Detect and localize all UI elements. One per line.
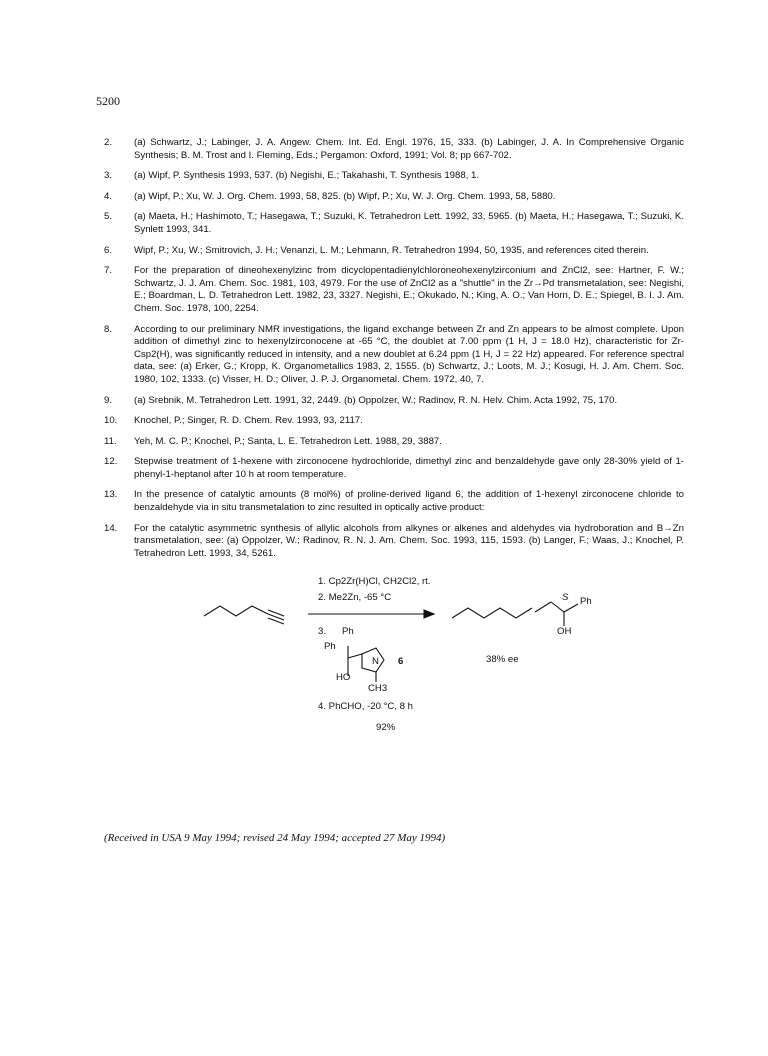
reference-text: Wipf, P.; Xu, W.; Smitrovich, J. H.; Venanzi, L. M.; Lehmann, R. Tetrahedron 1994, 50, 1935, and references cited therein. xyxy=(134,244,649,256)
ligand-phenyl-left: Ph xyxy=(324,641,336,653)
ligand-phenyl-top: Ph xyxy=(342,626,354,638)
reference-item xyxy=(104,170,684,183)
reference-number: 10. xyxy=(104,415,118,427)
scheme-drawing xyxy=(104,568,684,718)
product-phenyl: Ph xyxy=(580,596,592,608)
reference-item xyxy=(104,137,684,162)
reference-item xyxy=(104,395,684,408)
reference-text: Stepwise treatment of 1-hexene with zirconocene hydrochloride, dimethyl zinc and benzaldehyde gave only 28-30% yield of 1-phenyl-1-heptanol after 10 h at room temperature. xyxy=(134,456,684,480)
reference-item xyxy=(104,191,684,204)
reference-text: (a) Wipf, P.; Xu, W. J. Org. Chem. 1993, 58, 825. (b) Wipf, P.; Xu, W. J. Org. Chem. 1993, 58, 5880. xyxy=(134,190,556,202)
reference-number: 6. xyxy=(104,244,113,256)
reference-text: (a) Maeta, H.; Hashimoto, T.; Hasegawa, T.; Suzuki, K. Tetrahedron Lett. 1992, 33, 5965. (b) Maeta, H.; Hasegawa, T.; Suzuki, K. Synlett 1993, 341. xyxy=(134,211,684,235)
enantiomeric-excess: 38% ee xyxy=(486,654,519,666)
reference-number: 7. xyxy=(104,265,113,277)
reference-text: (a) Srebnik, M. Tetrahedron Lett. 1991, 32, 2449. (b) Oppolzer, W.; Radinov, R. N. Helv. Chim. Acta 1992, 75, 170. xyxy=(134,394,618,406)
ligand-methyl: CH3 xyxy=(368,683,388,695)
reference-item xyxy=(104,436,684,449)
reference-text: (a) Wipf, P. Synthesis 1993, 537. (b) Negishi, E.; Takahashi, T. Synthesis 1988, 1. xyxy=(134,170,480,182)
step-two-label: 2. Me2Zn, -65 °C xyxy=(318,592,392,604)
reference-item xyxy=(104,523,684,561)
reference-text: (a) Schwartz, J.; Labinger, J. A. Angew. Chem. Int. Ed. Engl. 1976, 15, 333. (b) Labinger, J. A. In Comprehensive Organic Synthesis; B. M. Trost and I. Fleming, Eds.; Pergamon: Oxford, 1991; Vol. 8; pp 667-702. xyxy=(134,137,684,161)
reaction-yield: 92% xyxy=(376,722,396,734)
stereo-descriptor: S xyxy=(562,592,569,604)
reference-item xyxy=(104,245,684,258)
reference-number: 2. xyxy=(104,137,113,148)
reference-number: 13. xyxy=(104,489,118,501)
step-three-number: 3. xyxy=(318,626,327,638)
ligand-hydroxyl: HO xyxy=(336,672,351,684)
reference-number: 14. xyxy=(104,522,118,534)
reference-text: In the presence of catalytic amounts (8 mol%) of proline-derived ligand 6, the addition of 1-hexenyl zirconocene chloride to benzaldehyde via in situ transmetalation to zinc resulted in optically active product: xyxy=(134,489,684,514)
reference-number: 8. xyxy=(104,323,113,335)
reference-item xyxy=(104,456,684,481)
reference-text: Yeh, M. C. P.; Knochel, P.; Santa, L. E. Tetrahedron Lett. 1988, 29, 3887. xyxy=(134,435,442,447)
received-dates: (Received in USA 9 May 1994; revised 24 May 1994; accepted 27 May 1994) xyxy=(104,832,446,844)
reference-number: 12. xyxy=(104,456,118,468)
reference-item xyxy=(104,265,684,315)
reference-text: According to our preliminary NMR investigations, the ligand exchange between Zr and Zn appears to be almost complete. Upon addition of dimethyl zinc to hexenylzirconocene at -65 °C, the doublet at 7.00 ppm (1 H, J = 18.0 Hz), characteristic for Zr-Csp2(H), was significantly reduced in intensity, and a new doublet at 6.24 ppm (1 H, J = 22 Hz) appeared. For reference spectral data, see: (a) Erker, G.; Kropp, K. Organometallics 1983, 2, 1555. (b) Schwartz, J.; Loots, M. J.; Kosugi, H. J. Am. Chem. Soc. 1980, 102, 1333. (c) Visser, H. D.; Oliver, J. P. J. Organometal. Chem. 1972, 40, 7. xyxy=(134,323,684,385)
step-one-label: 1. Cp2Zr(H)Cl, CH2Cl2, rt. xyxy=(318,576,431,588)
reference-number: 9. xyxy=(104,394,113,406)
reference-item xyxy=(104,324,684,387)
reference-number: 3. xyxy=(104,170,113,182)
reference-item xyxy=(104,415,684,428)
page-number: 5200 xyxy=(96,94,120,108)
reference-item xyxy=(104,489,684,514)
references-list xyxy=(104,137,684,767)
step-four-label: 4. PhCHO, -20 °C, 8 h xyxy=(318,701,414,713)
reference-text: For the preparation of dineohexenylzinc from dicyclopentadienylchloroneohexenylzirconium and ZnCl2, see: Hartner, F. W.; Schwartz, J. J. Am. Chem. Soc. 1981, 103, 4979. For the use of ZnCl2 as a "shuttle" in the Zr→Pd transmetalation, see: Negishi, E.; Boardman, L. D. Tetrahedron Lett. 1982, 23, 3327. Negishi, E.; Okukado, N.; King, A. O.; Van Horn, D. E.; Spiegel, B. I. J. Am. Chem. Soc. 1978, 100, 2254. xyxy=(134,265,684,314)
reference-text: For the catalytic asymmetric synthesis of allylic alcohols from alkynes or alkenes and aldehydes via hydroboration and B→Zn transmetalation, see: (a) Oppolzer, W.; Radinov, R. N. J. Am. Chem. Soc. 1993, 115, 1593. (b) Langer, F.; Waas, J.; Knochel, P. Tetrahedron Lett. 1993, 34, 5261. xyxy=(134,522,684,559)
reference-number: 11. xyxy=(104,435,117,447)
ligand-compound-number: 6 xyxy=(398,656,404,668)
reaction-scheme xyxy=(104,568,684,718)
reference-text: Knochel, P.; Singer, R. D. Chem. Rev. 1993, 93, 2117. xyxy=(134,415,363,427)
ligand-nitrogen: N xyxy=(372,656,379,668)
product-hydroxyl: OH xyxy=(557,626,572,638)
reference-number: 4. xyxy=(104,190,113,202)
reference-item xyxy=(104,211,684,236)
reference-number: 5. xyxy=(104,211,113,223)
